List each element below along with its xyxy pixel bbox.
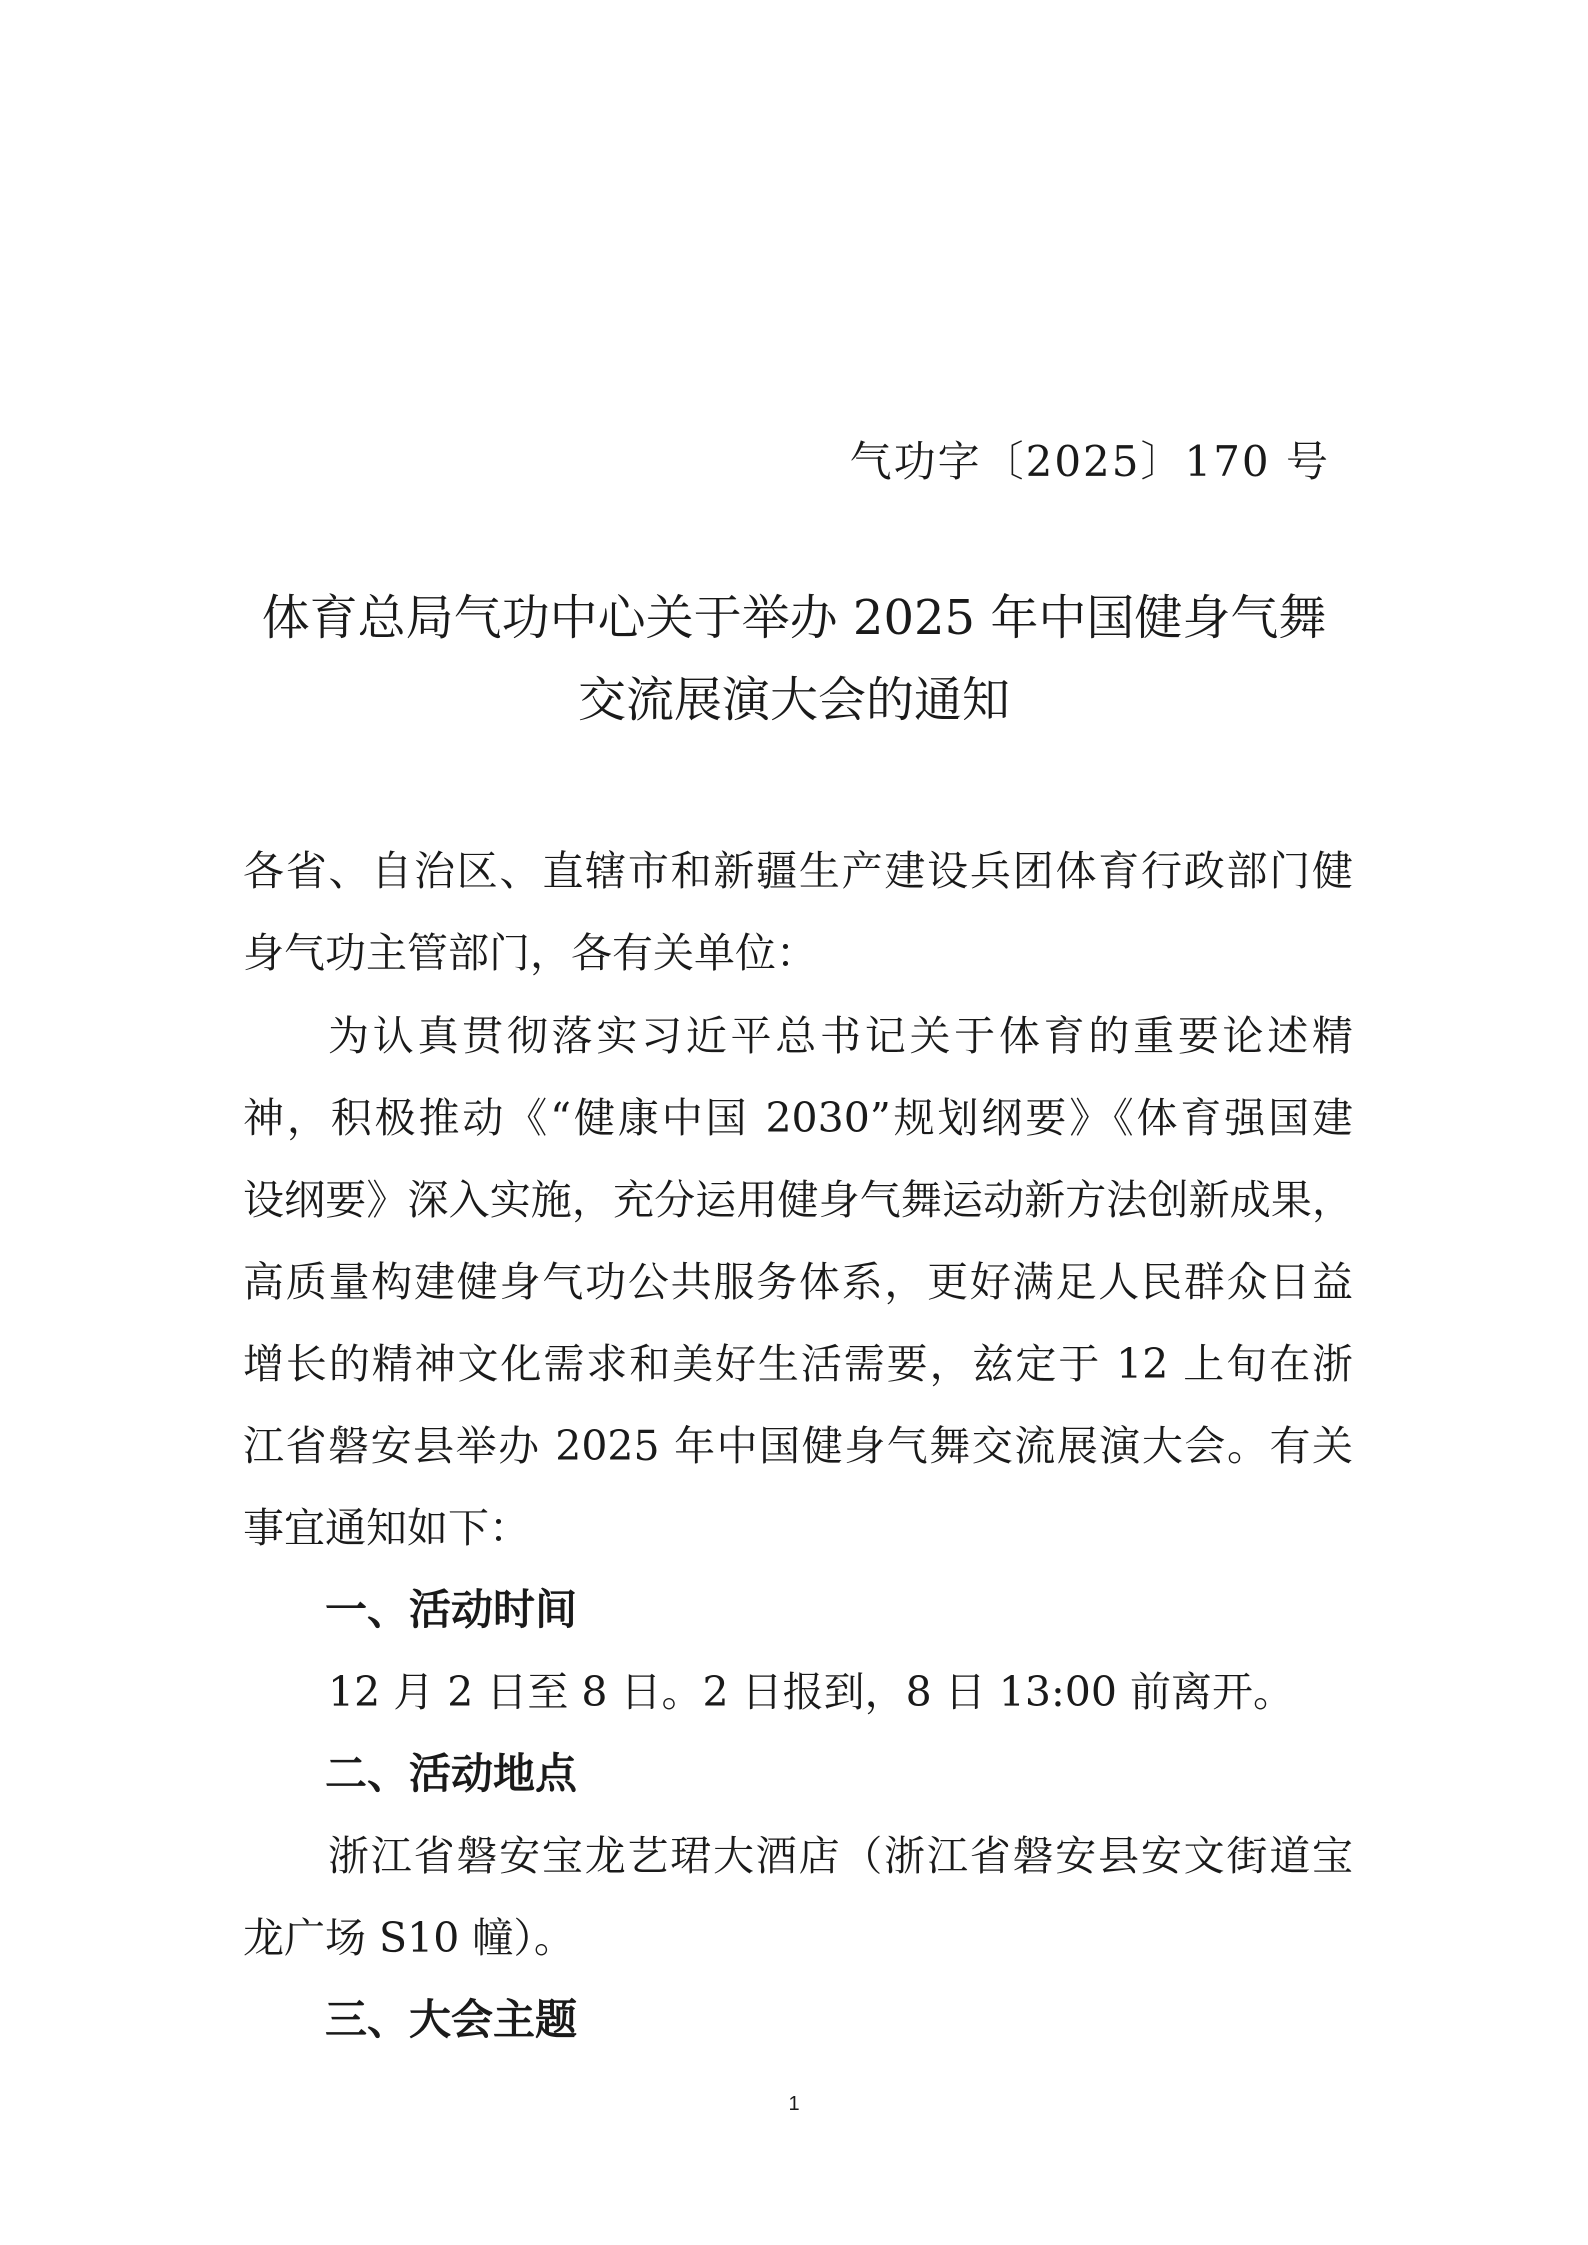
addressee-line-1: 各省、自治区、直辖市和新疆生产建设兵团体育行政部门健 [243, 847, 1353, 895]
section-2-heading: 二、活动地点 [325, 1749, 578, 1798]
section-2-line-2: 龙广场 S10 幢）。 [243, 1914, 575, 1962]
document-number: 气功字〔2025〕170 号 [849, 437, 1330, 486]
intro-line-6: 江省磐安县举办 2025 年中国健身气舞交流展演大会。有关 [243, 1422, 1353, 1470]
intro-line-4: 高质量构建健身气功公共服务体系，更好满足人民群众日益 [243, 1258, 1353, 1306]
section-1-heading: 一、活动时间 [325, 1585, 578, 1634]
page-number: 1 [788, 2093, 800, 2115]
document-title-line-2: 交流展演大会的通知 [577, 672, 1010, 728]
section-2-line-1: 浙江省磐安宝龙艺珺大酒店（浙江省磐安县安文街道宝 [328, 1832, 1353, 1880]
section-3-heading: 三、大会主题 [325, 1995, 578, 2044]
section-1-line-1: 12 月 2 日至 8 日。2 日报到，8 日 13:00 前离开。 [328, 1668, 1294, 1716]
intro-line-1: 为认真贯彻落实习近平总书记关于体育的重要论述精 [328, 1012, 1353, 1060]
document-title-line-1: 体育总局气功中心关于举办 2025 年中国健身气舞 [261, 590, 1327, 646]
addressee-line-2: 身气功主管部门，各有关单位： [243, 929, 817, 977]
intro-line-3: 设纲要》深入实施，充分运用健身气舞运动新方法创新成果， [243, 1176, 1353, 1224]
intro-line-2: 神，积极推动《“健康中国 2030”规划纲要》《体育强国建 [243, 1094, 1353, 1142]
intro-line-5: 增长的精神文化需求和美好生活需要，兹定于 12 上旬在浙 [243, 1340, 1353, 1388]
intro-line-7: 事宜通知如下： [243, 1504, 530, 1552]
